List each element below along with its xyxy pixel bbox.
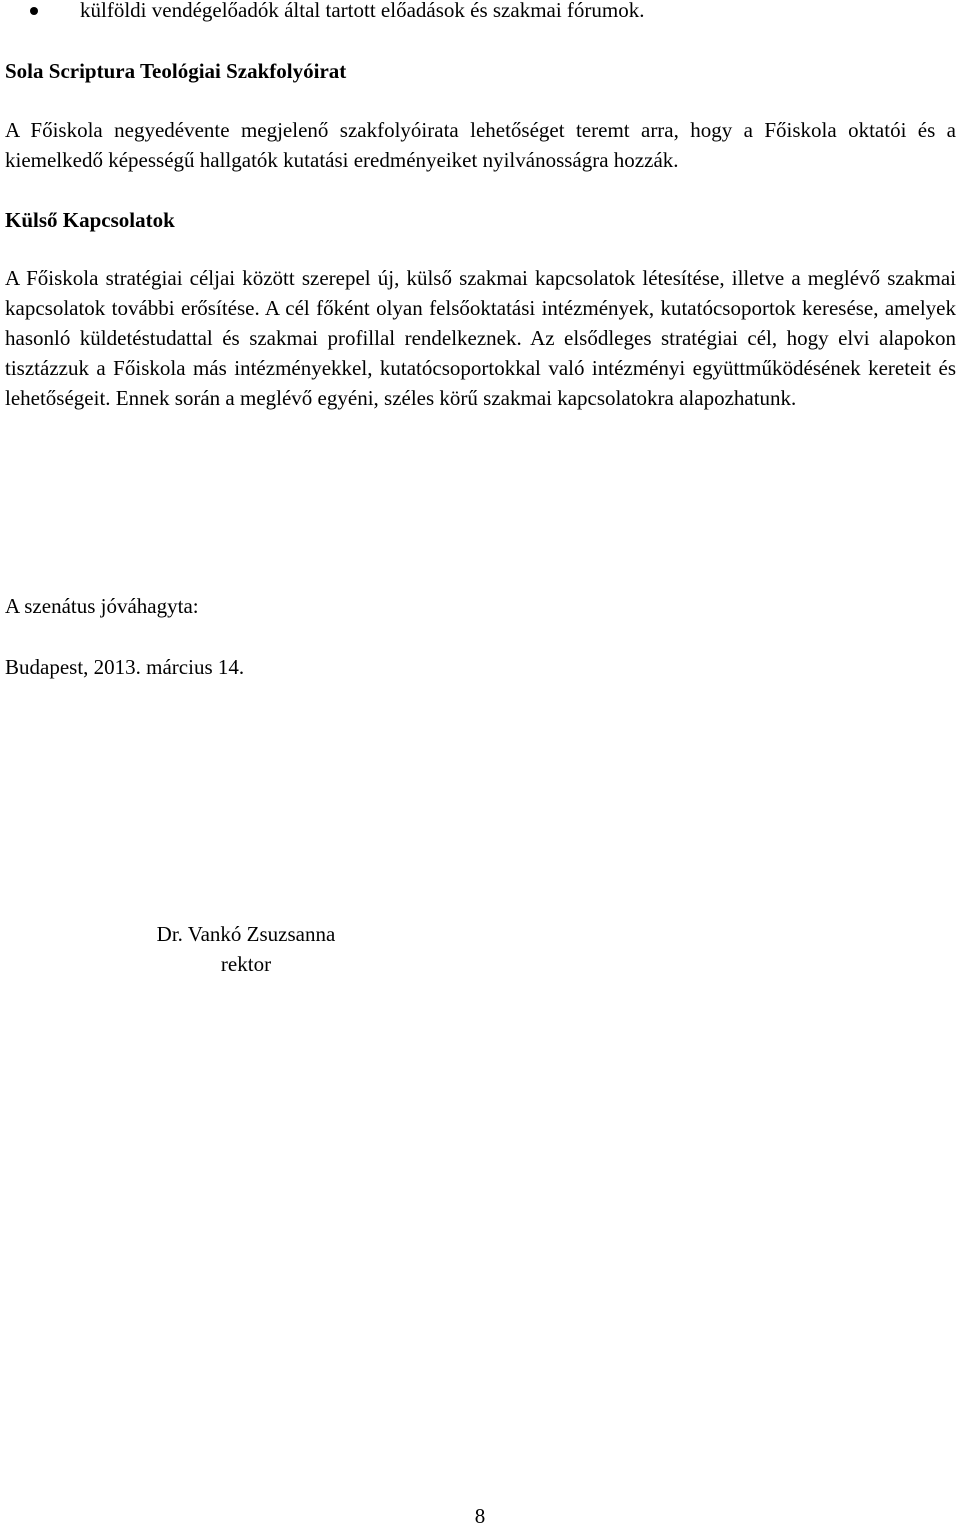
signature-block	[136, 919, 356, 979]
signatory-name: Dr. Vankó Zsuzsanna	[156, 922, 336, 946]
signatory-title: rektor	[220, 952, 272, 976]
approval-label: A szenátus jóváhagyta:	[5, 594, 199, 618]
page-number: 8	[474, 1504, 486, 1528]
bullet-icon	[30, 7, 38, 15]
section-paragraph-sola-scriptura: A Főiskola negyedévente megjelenő szakfolyóirata lehetőséget teremt arra, hogy a Főiskola oktatói és a kiemelkedő képességű hallgatók kutatási eredményeiket nyilvánosságra hozzák.	[5, 118, 956, 172]
bullet-item-text: külföldi vendégelőadók által tartott előadások és szakmai fórumok.	[80, 0, 645, 22]
section-heading-kulso-kapcsolatok: Külső Kapcsolatok	[5, 208, 175, 232]
section-heading-sola-scriptura: Sola Scriptura Teológiai Szakfolyóirat	[5, 59, 347, 83]
approval-place-date: Budapest, 2013. március 14.	[5, 655, 245, 679]
section-paragraph-kulso-kapcsolatok: A Főiskola stratégiai céljai között szerepel új, külső szakmai kapcsolatok létesítése, illetve a meglévő szakmai kapcsolatok további erősítése. A cél főként olyan felsőoktatási intézmények, kutatócsoportok keresése, amelyek hasonló küldetéstudattal és szakmai profillal rendelkeznek. Az elsődleges stratégiai cél, hogy elvi alapokon tisztázzuk a Főiskola más intézményekkel, kutatócsoportokkal való intézményi együttműködésének kereteit és lehetőségeit. Ennek során a meglévő egyéni, széles körű szakmai kapcsolatokra alapozhatunk.	[5, 266, 956, 410]
